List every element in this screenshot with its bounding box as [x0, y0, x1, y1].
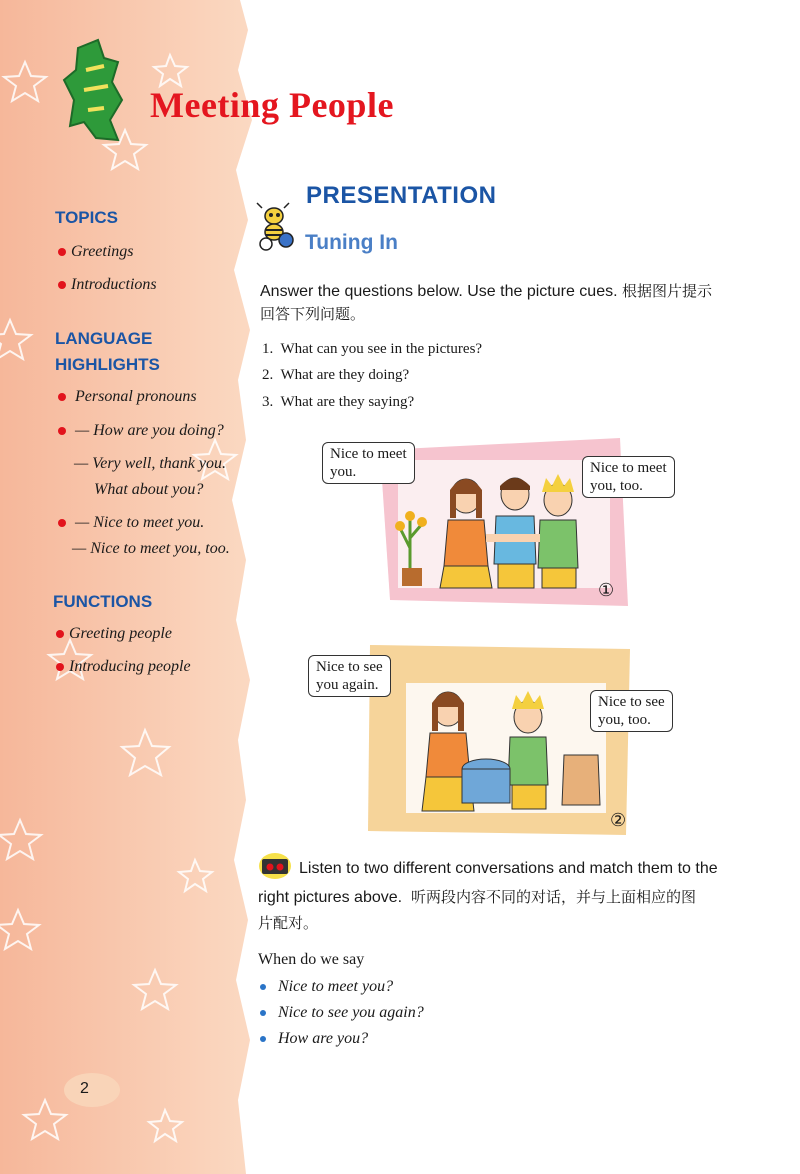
subsection-title: Tuning In	[305, 231, 398, 254]
topic-item: Greetings	[58, 243, 134, 261]
speech-bubble: Nice to see you again.	[308, 655, 391, 697]
listen-instruction-3: 片配对。	[258, 916, 319, 932]
cassette-audio-icon	[258, 852, 292, 880]
language-item: — Nice to meet you.	[58, 514, 204, 532]
instruction-text: Answer the questions below. Use the picture cues. 根据图片提示	[260, 283, 712, 300]
functions-heading: FUNCTIONS	[53, 592, 153, 611]
when-item: Nice to meet you?	[260, 978, 393, 996]
language-item: — How are you doing?	[58, 422, 224, 440]
page-title: Meeting People	[150, 85, 394, 125]
listen-instruction-2: right pictures above. 听两段内容不同的对话，并与上面相应的图	[258, 889, 696, 906]
page-number: 2	[80, 1080, 89, 1097]
picture-number: ①	[598, 580, 615, 600]
topics-heading: TOPICS	[55, 208, 118, 227]
function-item: Introducing people	[56, 658, 191, 676]
language-heading: LANGUAGE	[55, 329, 153, 348]
topic-item: Introductions	[58, 276, 157, 294]
language-item: Personal pronouns	[58, 388, 197, 406]
when-item: Nice to see you again?	[260, 1004, 424, 1022]
question-item: 2. What are they doing?	[262, 367, 410, 383]
language-item: What about you?	[94, 481, 204, 498]
instruction-text-cn: 回答下列问题。	[260, 307, 366, 323]
language-item: — Nice to meet you, too.	[72, 540, 230, 557]
bee-mascot-icon	[252, 202, 300, 252]
language-item: — Very well, thank you.	[74, 455, 226, 472]
language-heading-2: HIGHLIGHTS	[55, 355, 160, 374]
question-item: 1. What can you see in the pictures?	[262, 341, 483, 357]
question-item: 3. What are they saying?	[262, 394, 415, 410]
picture-2-illustration	[368, 645, 634, 837]
when-heading: When do we say	[258, 951, 365, 968]
picture-number: ②	[610, 810, 627, 830]
speech-bubble: Nice to meet you, too.	[582, 456, 675, 498]
function-item: Greeting people	[56, 625, 172, 643]
speech-bubble: Nice to see you, too.	[590, 690, 673, 732]
speech-bubble: Nice to meet you.	[322, 442, 415, 484]
when-item: How are you?	[260, 1030, 368, 1048]
section-title: PRESENTATION	[306, 182, 497, 209]
listen-instruction: Listen to two different conversations and match them to the	[299, 860, 718, 877]
